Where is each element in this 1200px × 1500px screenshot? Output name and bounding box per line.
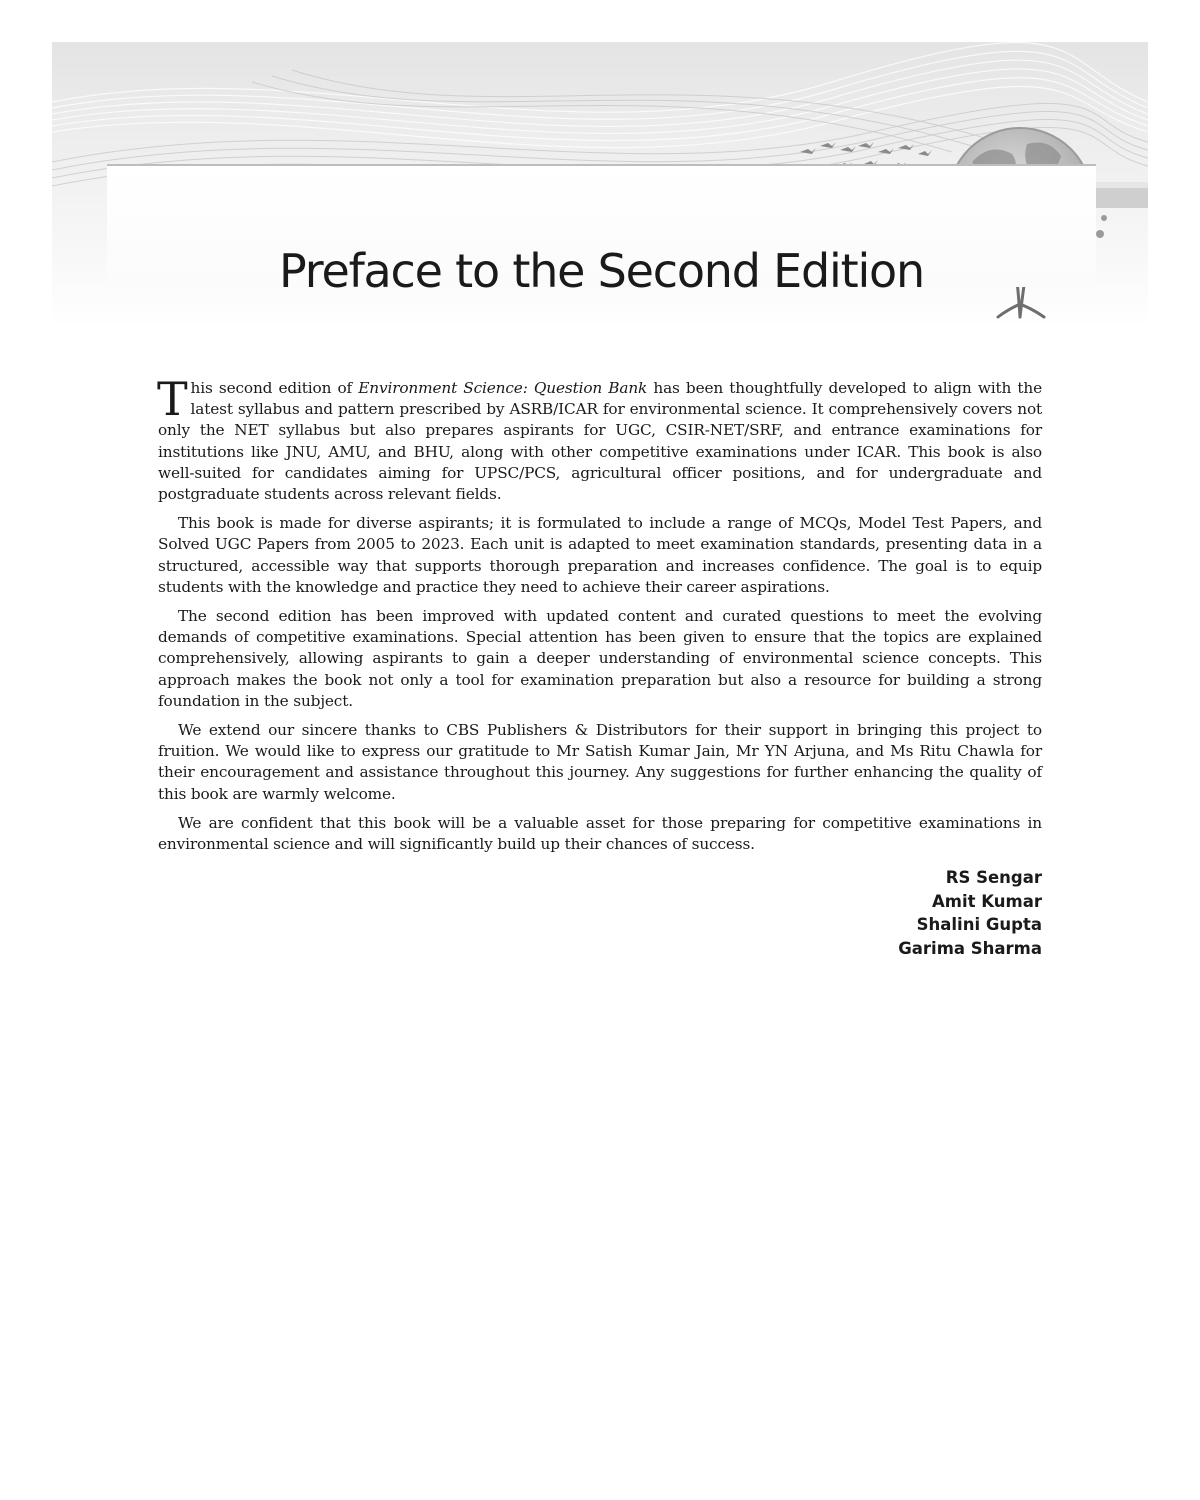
book-title: Environment Science: Question Bank [358, 379, 648, 397]
paragraph-2: This book is made for diverse aspirants; it is formulated to include a range of MCQs, Model Test Papers, and Solved UGC Papers from 2005 to 2023. Each unit is adapted to meet examination standards, presenting data in a structured, accessible way that supports thorough preparation and increases confidence. The goal is to equip students with the knowledge and practice they need to achieve their career aspirations. [158, 514, 1042, 596]
author-name: RS Sengar [945, 868, 1042, 887]
drop-cap: T [157, 372, 188, 426]
paragraph-1-rest: has been thoughtfully developed to align with the latest syllabus and pattern prescribed by ASRB/ICAR for environmental science. It comprehensively covers not only the NET syllabus but also prepares aspirants for UGC, CSIR-NET/SRF, and entrance examinations for institutions like JNU, AMU, and BHU, along with other competitive examinations under ICAR. This book is also well-suited for candidates aiming for UPSC/PCS, agricultural officer positions, and for undergraduate and postgraduate students across relevant fields. [158, 379, 1043, 504]
paragraph-3: The second edition has been improved with updated content and curated questions to meet the evolving demands of competitive examinations. Special attention has been given to ensure that the topics are explained comprehensively, allowing aspirants to gain a deeper understanding of environmental science concepts. This approach makes the book not only a tool for examination preparation but also a resource for building a strong foundation in the subject. [158, 607, 1042, 710]
author-name: Shalini Gupta [916, 915, 1042, 934]
preface-body [157, 372, 1043, 863]
page-title: Preface to the Second Edition [279, 244, 924, 298]
signature-block [760, 866, 1042, 960]
paragraph-1 [157, 372, 1043, 505]
author-name: Amit Kumar [932, 891, 1042, 911]
paragraph-1-lead: his second edition of [190, 379, 359, 397]
paragraph-5: We are confident that this book will be a valuable asset for those preparing for competitive examinations in environmental science and will significantly build up their chances of success. [158, 813, 1042, 854]
paragraph-4: We extend our sincere thanks to CBS Publishers & Distributors for their support in bringing this project to fruition. We would like to express our gratitude to Mr Satish Kumar Jain, Mr YN Arjuna, and Ms Ritu Chawla for their encouragement and assistance throughout this journey. Any suggestions for further enhancing the quality of this book are warmly welcome. [158, 721, 1042, 803]
author-name: Garima Sharma [898, 938, 1042, 958]
